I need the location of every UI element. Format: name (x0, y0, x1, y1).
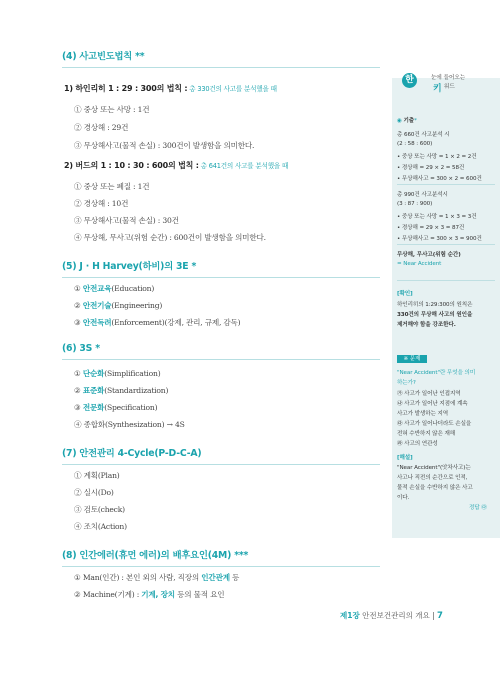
section-4 (62, 48, 380, 68)
side-divider (397, 244, 495, 245)
list-item: ① 안전교육(Education) (74, 284, 155, 293)
side-text: • 중상 또는 사망 = 1 × 2 = 2건 (397, 154, 477, 160)
section-7 (62, 445, 380, 465)
section-6 (62, 343, 380, 360)
page-footer: 제1장 안전보건관리의 개요 | 7 (340, 611, 443, 621)
section-title: (4) 사고빈도법칙 ** (62, 51, 145, 62)
section-8 (62, 547, 380, 567)
list-item: ① 단순화(Simplification) (74, 369, 161, 378)
divider (62, 277, 380, 278)
side-text: • 무상해사고 = 300 × 3 = 900건 (397, 236, 482, 242)
key-badge: 한 (402, 73, 417, 88)
side-text: 하인리히의 1:29:300의 원칙은 (397, 302, 473, 308)
side-text: (2 : 58 : 600) (397, 141, 433, 147)
quiz-tag: ※ 문제 (397, 355, 427, 363)
section-title: (7) 안전관리 4-Cycle(P-D-C-A) (62, 448, 202, 459)
solution-label: [해설] (397, 455, 413, 461)
list-item: ③ 무상해사고(물적 손실) : 300건이 발생함을 의미한다. (74, 141, 255, 150)
list-item: ② 표준화(Standardization) (74, 386, 169, 395)
heinrich-title: 1) 하인리히 1 : 29 : 300의 법칙 : 총 330건의 사고를 분석했을 때 (64, 84, 277, 93)
divider (62, 67, 380, 68)
side-text: 사고가 발생하는 지역 (397, 411, 449, 417)
list-item: ② 경상해 : 10건 (74, 199, 129, 208)
answer: 정답 ㉰ (469, 505, 487, 511)
side-text: ㉮ 사고가 일어난 인접지역 (397, 391, 461, 397)
divider (62, 359, 380, 360)
list-item: ③ 안전독려(Enforcement)(강제, 관리, 규제, 감독) (74, 318, 241, 327)
side-text: 사고나 직전의 순간으로 인적, (397, 475, 468, 481)
section-title: (5) J · H Harvey(하비)의 3E * (62, 261, 197, 272)
side-text: ㉰ 사고가 일어나더라도 손실을 (397, 421, 472, 427)
side-text: 제거해야 함을 강조한다. (397, 322, 456, 328)
key-header-small: 눈에 들어오는 (431, 75, 466, 81)
side-text: • 무상해사고 = 300 × 2 = 600건 (397, 176, 482, 182)
key-header-word: 워드 (444, 84, 455, 90)
bird-title: 2) 버드의 1 : 10 : 30 : 600의 법칙 : 총 641건의 사고를 분석했을 때 (64, 161, 289, 170)
section-5 (62, 258, 380, 278)
side-text: (3 : 87 : 900) (397, 201, 433, 207)
confirm-label: [확인] (397, 291, 413, 297)
side-text: • 경상해 = 29 × 2 = 58건 (397, 165, 465, 171)
list-item: ③ 무상해사고(물적 손실) : 30건 (74, 216, 179, 225)
side-text: 무상해, 무사고(위험 순간) (397, 252, 461, 258)
divider (62, 464, 380, 465)
divider (62, 566, 380, 567)
list-item: ① 중상 또는 폐질 : 1건 (74, 182, 150, 191)
list-item: ② Machine(기계) : 기계, 장치 등의 물적 요인 (74, 590, 225, 599)
side-text: 전혀 수반하지 않은 재해 (397, 431, 456, 437)
list-item: ④ 무상해, 무사고(위험 순간) : 600건이 발생함을 의미한다. (74, 233, 266, 242)
list-item: ② 경상해 : 29건 (74, 123, 129, 132)
side-text: ㉯ 사고가 일어난 지점에 계속 (397, 401, 468, 407)
side-text: 총 990건 사고분석시 (397, 192, 448, 198)
list-item: ③ 전문화(Specification) (74, 403, 158, 412)
side-text: 물적 손실을 수반하지 않은 사고 (397, 485, 473, 491)
side-text: 이다. (397, 495, 410, 501)
list-item: ② 안전기술(Engineering) (74, 301, 163, 310)
list-item: ① 계획(Plan) (74, 471, 120, 480)
list-item: ④ 종합화(Synthesization) → 4S (74, 420, 185, 429)
page-number: 7 (437, 611, 443, 621)
side-divider (397, 280, 495, 281)
list-item: ② 실시(Do) (74, 488, 114, 497)
section-title: (8) 인간에러(휴먼 에러)의 배후요인(4M) *** (62, 550, 249, 561)
side-text: 330건의 무상해 사고의 원인을 (397, 312, 473, 318)
list-item: ③ 검토(check) (74, 505, 125, 514)
side-text: "Near Accident"란 무엇을 의미 (397, 370, 476, 376)
list-item: ① Man(인간) : 본인 외의 사람, 직장의 인간관계 등 (74, 573, 240, 582)
key-header-ki: 키 (433, 84, 442, 94)
side-text: • 중상 또는 사망 = 1 × 3 = 3건 (397, 214, 477, 220)
side-text: • 경상해 = 29 × 3 = 87건 (397, 225, 465, 231)
giltul-label: ◉ 기출* (397, 118, 417, 124)
side-text: 하는가? (397, 380, 416, 386)
list-item: ① 중상 또는 사망 : 1건 (74, 105, 150, 114)
side-text: ㉱ 사고의 연관성 (397, 441, 438, 447)
side-text: = Near Accident (397, 261, 442, 267)
side-text: 총 660건 사고분석 시 (397, 132, 450, 138)
side-divider (397, 184, 495, 185)
section-title: (6) 3S * (62, 343, 100, 354)
list-item: ④ 조치(Action) (74, 522, 127, 531)
pin-icon: ◉ (397, 118, 402, 124)
side-text: "Near Accident"(앗차사고)는 (397, 465, 471, 471)
